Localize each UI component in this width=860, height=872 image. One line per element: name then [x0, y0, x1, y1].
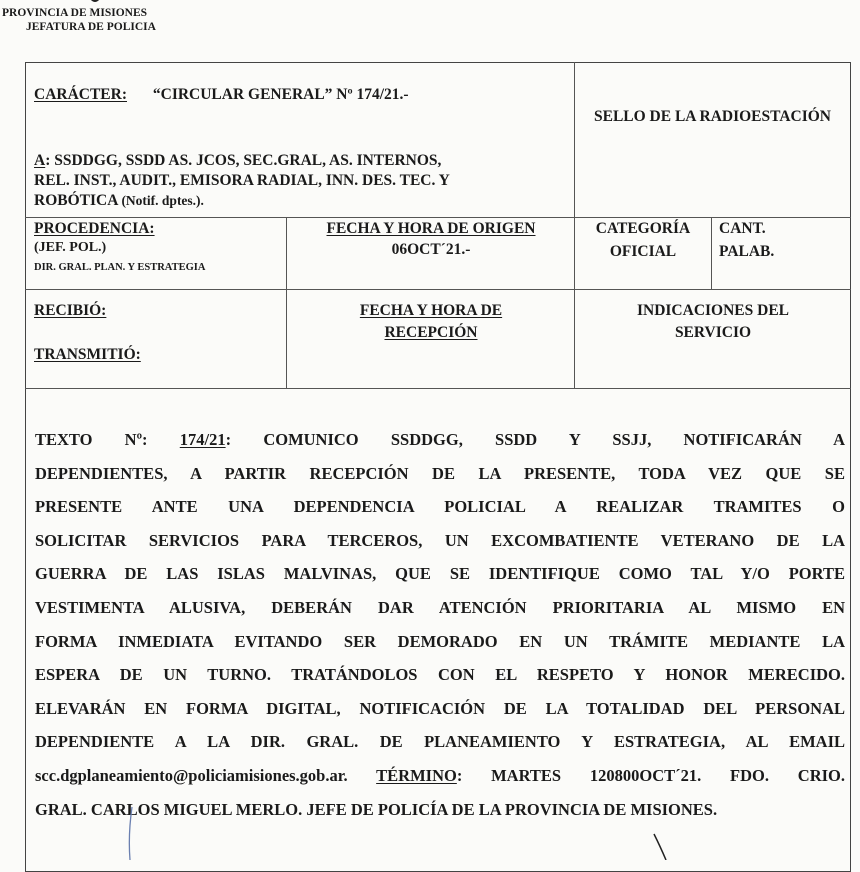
divider — [25, 289, 851, 290]
body-line — [35, 759, 845, 793]
caracter-value: “CIRCULAR GENERAL” Nº 174/21.- — [152, 86, 409, 103]
signature-stroke — [640, 830, 680, 860]
divider — [286, 217, 287, 388]
caracter-label: CARÁCTER: — [34, 86, 127, 103]
divider — [25, 388, 851, 389]
letterhead — [0, 6, 156, 34]
fecha-recepcion-label-2: RECEPCIÓN — [384, 324, 478, 341]
termino-label: TÉRMINO — [376, 765, 457, 785]
letterhead-province: PROVINCIA DE MISIONES — [2, 7, 148, 19]
recipients-note: (Notif. dptes.). — [121, 193, 204, 208]
recipients-label: A — [34, 152, 46, 169]
indicaciones-label-2: SERVICIO — [674, 324, 752, 341]
recipients-line-3 — [34, 192, 204, 210]
body-line-11-text: : MARTES 120800OCT´21. FDO. CRIO. — [456, 765, 845, 785]
body-line: SOLICITAR SERVICIOS PARA TERCEROS, UN EXCOMBATIENTE VETERANO DE LA — [35, 530, 845, 550]
body-line: PRESENTE ANTE UNA DEPENDENCIA POLICIAL A REALIZAR TRAMITES O — [35, 497, 845, 517]
body-line: VESTIMENTA ALUSIVA, DEBERÁN DAR ATENCIÓN PRIORITARIA AL MISMO EN — [35, 597, 845, 617]
body-line: GUERRA DE LAS ISLAS MALVINAS, QUE SE IDENTIFIQUE COMO TAL Y/O PORTE — [35, 564, 845, 584]
body-line: GRAL. CARLOS MIGUEL MERLO. JEFE DE POLICÍA DE LA PROVINCIA DE MISIONES. — [35, 799, 718, 819]
transmitio-label: TRANSMITIÓ: — [34, 346, 141, 363]
body-line: FORMA INMEDIATA EVITANDO SER DEMORADO EN UN TRÁMITE MEDIANTE LA — [35, 631, 845, 651]
recipients-line-1 — [34, 152, 441, 170]
categoria-label: CATEGORÍA — [595, 220, 691, 237]
letterhead-department: JEFATURA DE POLICIA — [26, 21, 156, 33]
procedencia-label: PROCEDENCIA: — [34, 220, 155, 237]
signature-stroke — [110, 805, 150, 860]
texto-label: TEXTO Nº: — [35, 430, 148, 449]
categoria-value: OFICIAL — [609, 243, 677, 260]
divider — [25, 217, 851, 218]
cant-label: CANT. — [719, 220, 766, 237]
texto-number: 174/21 — [179, 430, 226, 449]
procedencia-value: (JEF. POL.) — [34, 240, 107, 255]
fecha-recepcion-label-1: FECHA Y HORA DE — [359, 302, 503, 319]
indicaciones-label-1: INDICACIONES DEL — [636, 302, 790, 319]
sello-radioestacion: SELLO DE LA RADIOESTACIÓN — [593, 108, 831, 125]
palab-label: PALAB. — [719, 243, 775, 260]
divider — [711, 217, 712, 289]
body-line-1-text: : COMUNICO SSDDGG, SSDD Y SSJJ, NOTIFICARÁN A — [225, 430, 846, 449]
recipients-text-2: REL. INST., AUDIT., EMISORA RADIAL, INN. DES. TEC. Y — [34, 172, 450, 189]
body-line: ELEVARÁN EN FORMA DIGITAL, NOTIFICACIÓN DE LA TOTALIDAD DEL PERSONAL — [35, 698, 845, 718]
message-body — [35, 423, 845, 826]
fecha-origen-label: FECHA Y HORA DE ORIGEN — [326, 220, 536, 237]
divider — [574, 62, 575, 388]
body-line — [35, 423, 845, 457]
recipients-text-3: ROBÓTICA — [34, 192, 118, 209]
body-line: ESPERA DE UN TURNO. TRATÁNDOLOS CON EL RESPETO Y HONOR MERECIDO. — [35, 665, 845, 685]
fecha-origen-value: 06OCT´21.- — [391, 241, 471, 258]
procedencia-sub: DIR. GRAL. PLAN. Y ESTRATEGIA — [34, 262, 206, 273]
caracter-field — [34, 86, 409, 104]
body-line: DEPENDIENTES, A PARTIR RECEPCIÓN DE LA PRESENTE, TODA VEZ QUE SE — [35, 463, 845, 483]
recipients-text-1: : SSDDGG, SSDD AS. JCOS, SEC.GRAL, AS. INTERNOS, — [45, 152, 442, 169]
recibio-label: RECIBIÓ: — [34, 302, 107, 319]
email-address: scc.dgplaneamiento@policiamisiones.gob.ar. — [35, 765, 348, 785]
body-line: DEPENDIENTE A LA DIR. GRAL. DE PLANEAMIENTO Y ESTRATEGIA, AL EMAIL — [35, 732, 845, 752]
